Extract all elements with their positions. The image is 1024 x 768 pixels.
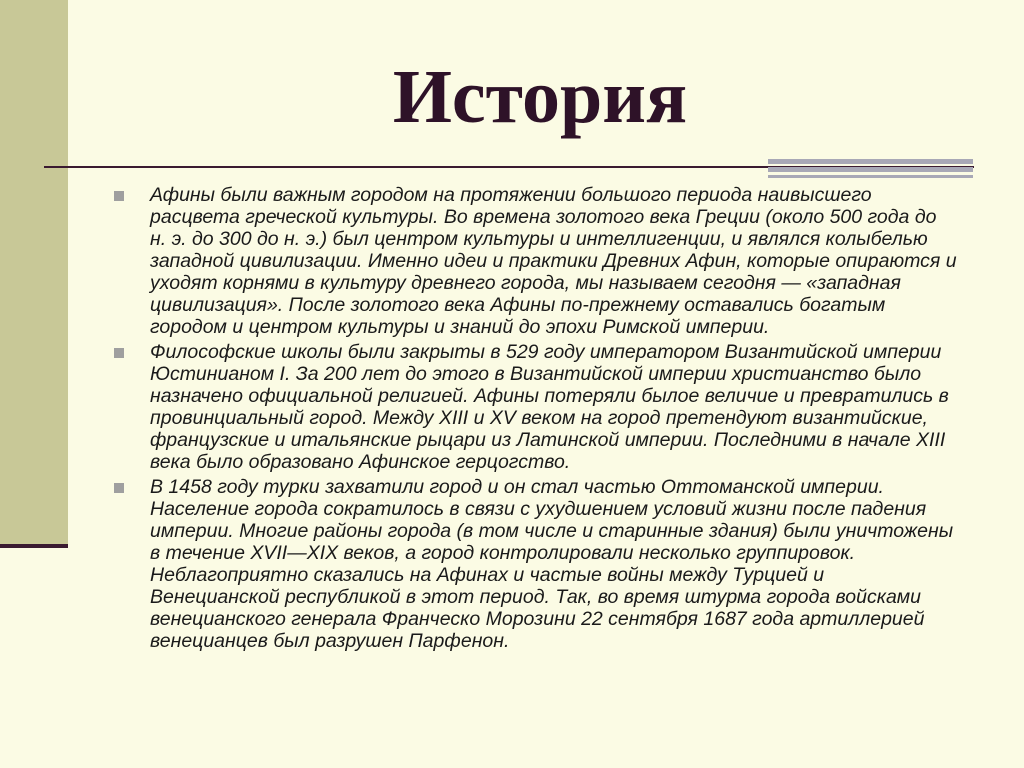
list-item [112,184,957,338]
title-accent-stripes [768,159,973,178]
left-decorative-band [0,0,68,548]
paragraph-ottoman-period: В 1458 году турки захватили город и он стал частью Оттоманской империи. Население города сократилось в связи с ухудшением условий жизни после падения империи. Многие районы города (в том числе и старинные здания) были уничтожены в течение XVII—XIX веков, а город контролировали несколько группировок. Неблагоприятно сказались на Афинах и частые войны между Турцией и Венецианской республикой в этот период. Так, во время штурма города войсками венецианского генерала Франческо Морозини 22 сентября 1687 года артиллерией венецианцев был разрушен Парфенон. [150,476,954,652]
square-bullet-icon [114,191,124,201]
slide-body [112,184,957,655]
list-item [112,341,957,473]
square-bullet-icon [114,348,124,358]
slide-title: История [392,55,688,139]
paragraph-athens-golden-age: Афины были важным городом на протяжении большого периода наивысшего расцвета греческой культуры. Во времена золотого века Греции (около 500 года до н. э. до 300 до н. э.) был центром культуры и интеллигенции, и являлся колыбелью западной цивилизации. Именно идеи и практики Древних Афин, которые опираются и уходят корнями в культуру древнего города, мы называем сегодня — «западная цивилизация». После золотого века Афины по-прежнему оставались богатым городом и центром культуры и знаний до эпохи Римской империи. [150,184,957,338]
paragraph-byzantine-period: Философские школы были закрыты в 529 году императором Византийской империи Юстинианом I. За 200 лет до этого в Византийской империи христианство было назначено официальной религией. Афины потеряли былое величие и превратились в провинциальный город. Между XIII и XV веком на город претендуют византийские, французские и итальянские рыцари из Латинской империи. Последними в начале XIII века было образовано Афинское герцогство. [150,341,949,473]
list-item [112,476,957,652]
left-band-underline [0,544,68,548]
square-bullet-icon [114,483,124,493]
